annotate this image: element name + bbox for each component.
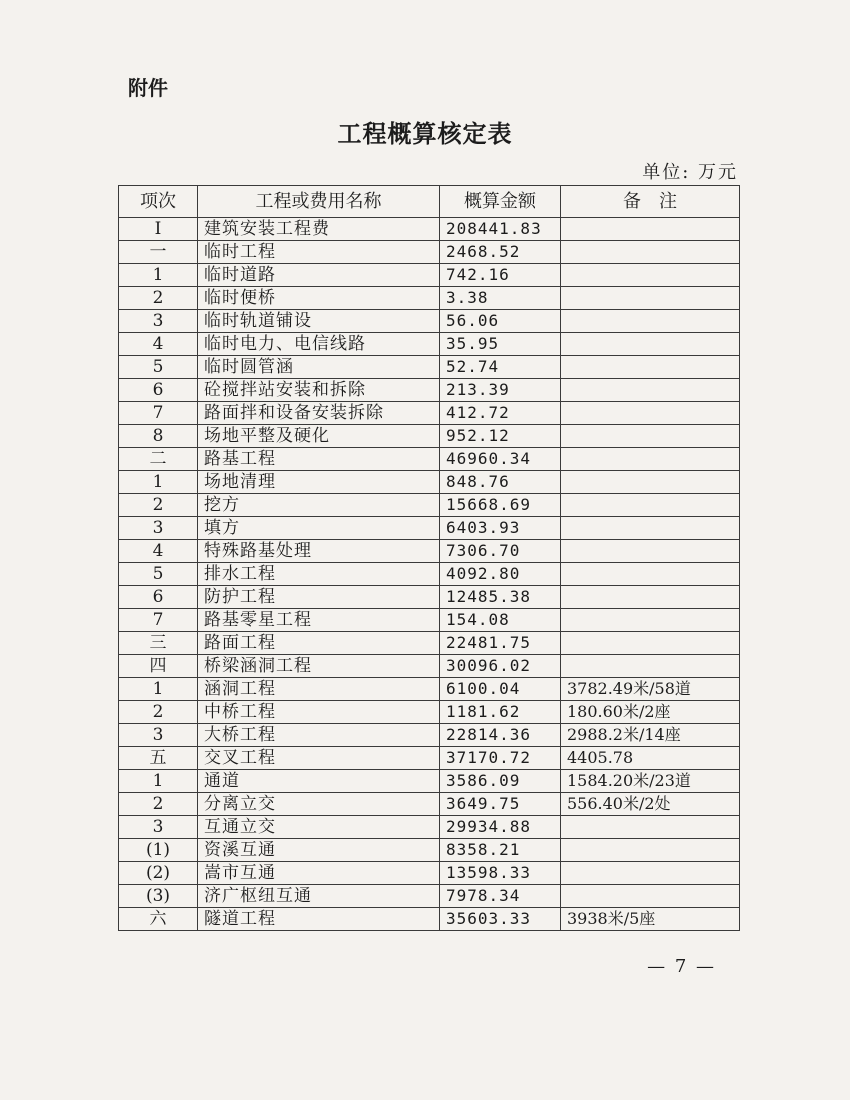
cell-note	[561, 264, 740, 287]
column-header-amount: 概算金额	[440, 186, 561, 218]
cell-item-name: 隧道工程	[198, 908, 440, 931]
cell-note: 4405.78	[561, 747, 740, 770]
cell-item-no: 二	[119, 448, 198, 471]
cell-item-name: 路面拌和设备安装拆除	[198, 402, 440, 425]
cell-amount: 1181.62	[440, 701, 561, 724]
table-row	[119, 310, 740, 333]
cell-item-no: 8	[119, 425, 198, 448]
cell-note	[561, 586, 740, 609]
table-row	[119, 517, 740, 540]
cell-item-no: 5	[119, 356, 198, 379]
table-row	[119, 448, 740, 471]
cell-item-name: 路基零星工程	[198, 609, 440, 632]
cell-item-no: 7	[119, 609, 198, 632]
cell-item-name: 临时便桥	[198, 287, 440, 310]
cell-item-no: (3)	[119, 885, 198, 908]
table-row	[119, 264, 740, 287]
cell-item-no: 1	[119, 471, 198, 494]
cell-item-no: 4	[119, 333, 198, 356]
cell-note: 3938米/5座	[561, 908, 740, 931]
cell-item-no: 1	[119, 264, 198, 287]
cell-item-name: 通道	[198, 770, 440, 793]
cell-note	[561, 563, 740, 586]
cell-item-name: 临时道路	[198, 264, 440, 287]
page-title: 工程概算核定表	[337, 119, 513, 148]
cell-item-name: 济广枢纽互通	[198, 885, 440, 908]
cell-amount: 12485.38	[440, 586, 561, 609]
cell-amount: 52.74	[440, 356, 561, 379]
table-row	[119, 379, 740, 402]
cell-note	[561, 517, 740, 540]
cell-item-no: (2)	[119, 862, 198, 885]
table-row	[119, 402, 740, 425]
unit-label: 单位: 万元	[642, 162, 738, 183]
cell-item-no: 7	[119, 402, 198, 425]
table-row	[119, 218, 740, 241]
cell-item-no: 三	[119, 632, 198, 655]
cell-item-no: 2	[119, 494, 198, 517]
cell-item-name: 建筑安装工程费	[198, 218, 440, 241]
cell-note: 2988.2米/14座	[561, 724, 740, 747]
table-row	[119, 862, 740, 885]
cell-item-name: 交叉工程	[198, 747, 440, 770]
cell-item-name: 分离立交	[198, 793, 440, 816]
cell-item-no: 六	[119, 908, 198, 931]
table-row	[119, 333, 740, 356]
cell-note	[561, 402, 740, 425]
cell-note: 180.60米/2座	[561, 701, 740, 724]
cell-item-name: 挖方	[198, 494, 440, 517]
table-row	[119, 908, 740, 931]
cell-item-name: 临时轨道铺设	[198, 310, 440, 333]
cell-amount: 6403.93	[440, 517, 561, 540]
cell-note	[561, 356, 740, 379]
cell-amount: 208441.83	[440, 218, 561, 241]
table-row	[119, 356, 740, 379]
cell-item-no: (1)	[119, 839, 198, 862]
cell-amount: 13598.33	[440, 862, 561, 885]
table-row	[119, 678, 740, 701]
cell-item-no: 2	[119, 793, 198, 816]
table-body	[119, 218, 740, 931]
column-header-no: 项次	[119, 186, 198, 218]
attachment-label: 附件	[128, 76, 168, 100]
cell-item-name: 资溪互通	[198, 839, 440, 862]
cell-item-no: 3	[119, 517, 198, 540]
cell-note	[561, 471, 740, 494]
cell-item-name: 特殊路基处理	[198, 540, 440, 563]
budget-table	[118, 185, 740, 931]
cell-note	[561, 609, 740, 632]
cell-note: 1584.20米/23道	[561, 770, 740, 793]
cell-item-no: 四	[119, 655, 198, 678]
table-row	[119, 241, 740, 264]
cell-amount: 3.38	[440, 287, 561, 310]
cell-item-no: 6	[119, 586, 198, 609]
cell-item-name: 路面工程	[198, 632, 440, 655]
cell-note	[561, 241, 740, 264]
cell-amount: 742.16	[440, 264, 561, 287]
cell-item-no: 3	[119, 724, 198, 747]
cell-note	[561, 540, 740, 563]
cell-note	[561, 287, 740, 310]
cell-amount: 8358.21	[440, 839, 561, 862]
cell-amount: 2468.52	[440, 241, 561, 264]
cell-item-no: 3	[119, 816, 198, 839]
cell-note	[561, 379, 740, 402]
cell-amount: 37170.72	[440, 747, 561, 770]
cell-amount: 3586.09	[440, 770, 561, 793]
cell-item-name: 临时工程	[198, 241, 440, 264]
cell-amount: 35.95	[440, 333, 561, 356]
table-row	[119, 770, 740, 793]
cell-item-name: 填方	[198, 517, 440, 540]
table-row	[119, 839, 740, 862]
table-row	[119, 540, 740, 563]
column-header-note: 备 注	[561, 186, 740, 218]
cell-item-name: 互通立交	[198, 816, 440, 839]
cell-item-no: 3	[119, 310, 198, 333]
cell-item-no: 2	[119, 701, 198, 724]
cell-item-name: 大桥工程	[198, 724, 440, 747]
page-number: — 7 —	[647, 956, 716, 977]
cell-note	[561, 310, 740, 333]
cell-note	[561, 839, 740, 862]
cell-amount: 3649.75	[440, 793, 561, 816]
cell-amount: 22481.75	[440, 632, 561, 655]
cell-amount: 7306.70	[440, 540, 561, 563]
cell-note	[561, 448, 740, 471]
cell-amount: 213.39	[440, 379, 561, 402]
cell-amount: 848.76	[440, 471, 561, 494]
table-row	[119, 701, 740, 724]
cell-item-no: 一	[119, 241, 198, 264]
cell-item-name: 中桥工程	[198, 701, 440, 724]
cell-item-no: 1	[119, 770, 198, 793]
table-row	[119, 747, 740, 770]
cell-note	[561, 862, 740, 885]
table-row	[119, 425, 740, 448]
cell-amount: 4092.80	[440, 563, 561, 586]
cell-amount: 6100.04	[440, 678, 561, 701]
cell-note	[561, 494, 740, 517]
cell-amount: 30096.02	[440, 655, 561, 678]
cell-item-no: I	[119, 218, 198, 241]
table-row	[119, 632, 740, 655]
cell-note	[561, 885, 740, 908]
cell-item-name: 路基工程	[198, 448, 440, 471]
cell-amount: 46960.34	[440, 448, 561, 471]
cell-item-name: 桥梁涵洞工程	[198, 655, 440, 678]
cell-amount: 412.72	[440, 402, 561, 425]
cell-item-no: 五	[119, 747, 198, 770]
column-header-name: 工程或费用名称	[198, 186, 440, 218]
cell-note	[561, 425, 740, 448]
cell-item-name: 排水工程	[198, 563, 440, 586]
table-row	[119, 793, 740, 816]
cell-item-name: 涵洞工程	[198, 678, 440, 701]
table-row	[119, 885, 740, 908]
table-row	[119, 724, 740, 747]
table-row	[119, 471, 740, 494]
cell-item-name: 嵩市互通	[198, 862, 440, 885]
cell-note	[561, 655, 740, 678]
cell-amount: 7978.34	[440, 885, 561, 908]
cell-note	[561, 333, 740, 356]
cell-amount: 35603.33	[440, 908, 561, 931]
cell-note: 556.40米/2处	[561, 793, 740, 816]
cell-amount: 56.06	[440, 310, 561, 333]
cell-item-name: 场地清理	[198, 471, 440, 494]
cell-note	[561, 816, 740, 839]
cell-item-no: 1	[119, 678, 198, 701]
cell-amount: 15668.69	[440, 494, 561, 517]
table-header-row	[119, 186, 740, 218]
table-row	[119, 586, 740, 609]
cell-note	[561, 218, 740, 241]
cell-item-name: 临时电力、电信线路	[198, 333, 440, 356]
cell-item-name: 砼搅拌站安装和拆除	[198, 379, 440, 402]
cell-amount: 22814.36	[440, 724, 561, 747]
cell-note	[561, 632, 740, 655]
cell-item-name: 临时圆管涵	[198, 356, 440, 379]
cell-amount: 154.08	[440, 609, 561, 632]
table-row	[119, 494, 740, 517]
table-row	[119, 287, 740, 310]
table-row	[119, 563, 740, 586]
cell-item-no: 6	[119, 379, 198, 402]
cell-item-no: 5	[119, 563, 198, 586]
cell-amount: 29934.88	[440, 816, 561, 839]
cell-item-no: 2	[119, 287, 198, 310]
cell-note: 3782.49米/58道	[561, 678, 740, 701]
cell-amount: 952.12	[440, 425, 561, 448]
table-row	[119, 655, 740, 678]
cell-item-name: 防护工程	[198, 586, 440, 609]
table-row	[119, 816, 740, 839]
cell-item-no: 4	[119, 540, 198, 563]
table-row	[119, 609, 740, 632]
cell-item-name: 场地平整及硬化	[198, 425, 440, 448]
